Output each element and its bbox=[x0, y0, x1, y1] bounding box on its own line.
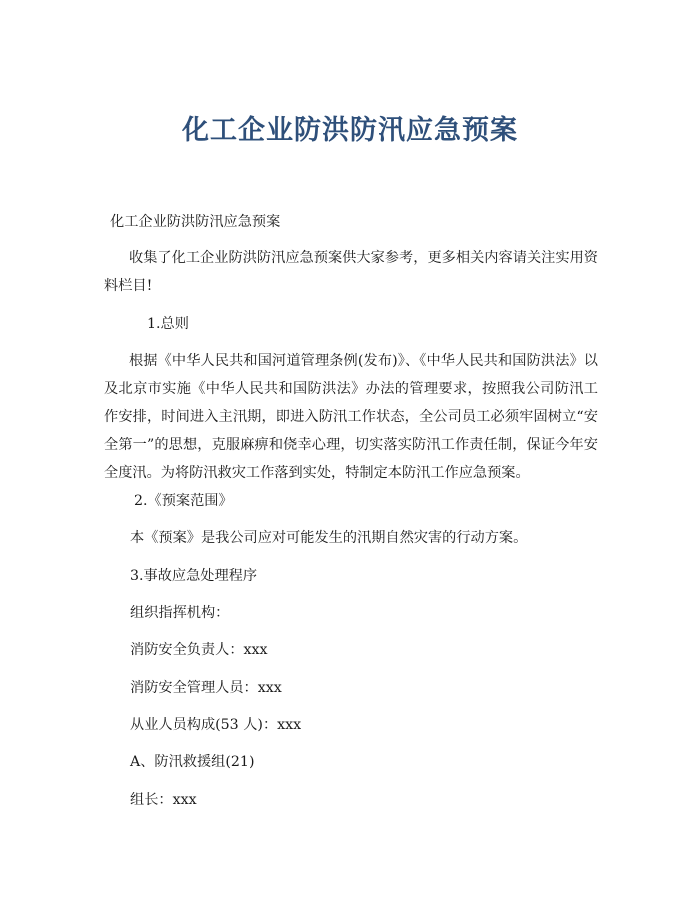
intro-paragraph: 收集了化工企业防洪防汛应急预案供大家参考，更多相关内容请关注实用资料栏目! bbox=[104, 250, 598, 294]
section-heading-procedure: 3.事故应急处理程序 bbox=[130, 568, 258, 584]
rescue-team-a-line: A、防汛救援组(21) bbox=[130, 754, 255, 770]
section-heading-general: 1.总则 bbox=[147, 316, 189, 332]
section-body-scope: 本《预案》是我公司应对可能发生的汛期自然灾害的行动方案。 bbox=[130, 530, 528, 546]
fire-safety-responsible-line: 消防安全负责人：xxx bbox=[130, 642, 268, 658]
fire-safety-manager-line: 消防安全管理人员：xxx bbox=[130, 680, 282, 696]
section-body-general: 根据《中华人民共和国河道管理条例(发布)》、《中华人民共和国防洪法》以及北京市实施《中华人民共和国防洪法》办法的管理要求，按照我公司防汛工作安排，时间进入主汛期，即进入防汛工作状态，全公司员工必须牢固树立“安全第一”的思想，克服麻痹和侥幸心理，切实落实防汛工作责任制，保证今年安全度汛。为将防汛救灾工作落到实处，特制定本防汛工作应急预案。 bbox=[104, 353, 598, 481]
org-structure-label: 组织指挥机构： bbox=[130, 605, 230, 621]
staff-composition-line: 从业人员构成(53 人)：xxx bbox=[130, 717, 302, 733]
team-leader-line: 组长：xxx bbox=[130, 792, 197, 808]
section-heading-scope: 2.《预案范围》 bbox=[134, 493, 233, 509]
document-subtitle: 化工企业防洪防汛应急预案 bbox=[110, 214, 281, 230]
document-title: 化工企业防洪防汛应急预案 bbox=[182, 115, 518, 146]
